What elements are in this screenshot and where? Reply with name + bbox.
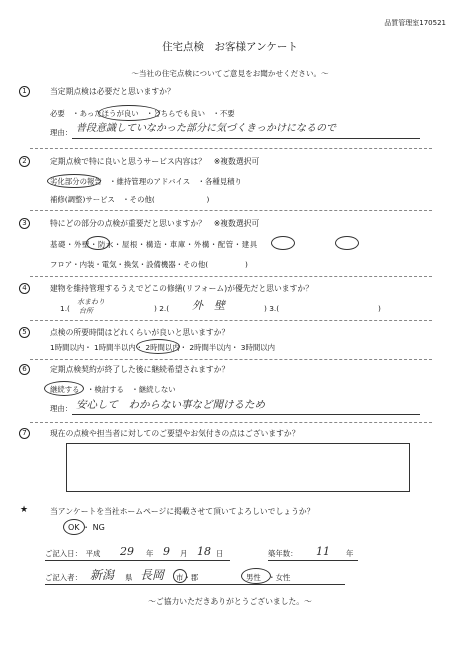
answer-line <box>72 138 420 139</box>
selection-mark <box>86 236 110 250</box>
closing-text: ～ご協力いただきありがとうございました。～ <box>148 597 312 606</box>
selection-mark <box>335 236 359 250</box>
section-divider <box>30 320 432 321</box>
selection-mark <box>98 105 160 121</box>
question-7-text: 現在の点検や担当者に対してのご要望やお気付きの点はございますか？ <box>50 429 300 438</box>
question-number-1: 1 <box>19 86 30 97</box>
selection-mark <box>173 569 187 583</box>
question-2-options-line1: 劣化部分の報告 ・維持管理のアドバイス ・各種見積り <box>50 177 242 186</box>
question-5-text: 点検の所要時間はどれくらいが良いと思いますか？ <box>50 328 230 337</box>
age-unit: 年 <box>346 549 354 558</box>
comment-box <box>66 443 410 492</box>
date-year-unit: 年 <box>146 549 154 558</box>
selection-mark <box>136 339 180 354</box>
question-4-slot-2: ) 2.( <box>154 304 170 313</box>
question-4-slot-1: 1.( <box>60 304 70 313</box>
date-underline <box>45 560 230 561</box>
doc-id: 品質管理室170521 <box>384 19 446 27</box>
question-4-answer-1a: 水まわり <box>77 298 105 306</box>
question-number-5: 5 <box>19 327 30 338</box>
age-value: 11 <box>316 545 330 558</box>
question-3-text: 特にどの部分の点検が重要だと思いますか？ ※複数選択可 <box>50 219 260 228</box>
page-title: 住宅点検 お客様アンケート <box>162 41 298 53</box>
date-day-value: 18 <box>197 545 211 558</box>
age-label: 築年数： <box>268 549 298 558</box>
section-divider <box>30 276 432 277</box>
section-divider <box>30 148 432 149</box>
date-day-unit: 日 <box>216 549 224 558</box>
question-number-2: 2 <box>19 156 30 167</box>
question-2-options-line2: 補修(調整)サービス ・その他( ) <box>50 195 210 204</box>
question-5-options: 1時間以内・ 1時間半以内・ 2時間以内・ 2時間半以内・ 3時間以内 <box>50 343 276 352</box>
question-4-answer-2: 外 壁 <box>192 299 225 312</box>
prefecture-unit: 県 <box>125 573 133 582</box>
city-unit: 市・郡 <box>176 573 199 582</box>
question-3-options-line2: フロア・内装・電気・換気・設備機器・その他( ) <box>50 260 248 269</box>
selection-mark <box>44 381 84 396</box>
question-1-options: 必要 ・あったほうが良い ・どちらでも良い ・不要 <box>50 109 235 118</box>
question-number-6: 6 <box>19 364 30 375</box>
question-1-reason-answer: 普段意識していなかった部分に気づくきっかけになるので <box>76 123 336 134</box>
question-number-3: 3 <box>19 218 30 229</box>
question-number-4: 4 <box>19 283 30 294</box>
question-3-options-line1: 基礎・外壁・防水・屋根・構造・車庫・外構・配管・建具 <box>50 240 258 249</box>
question-8-text: 当アンケートを当社ホームページに掲載させて頂いてよろしいでしょうか？ <box>50 507 315 516</box>
star-marker: ★ <box>20 505 29 515</box>
gender-options: 男性 ・女性 <box>246 573 291 582</box>
person-label: ご記入者： <box>45 573 82 582</box>
question-6-reason-label: 理由： <box>50 404 73 413</box>
section-divider <box>30 210 432 211</box>
question-4-answer-1b: 台所 <box>79 307 93 315</box>
prefecture-value: 新潟 <box>90 568 115 582</box>
page-subtitle: ～当社の住宅点検についてご意見をお聞かせください。～ <box>131 69 329 78</box>
question-6-text: 定期点検契約が終了した後に継続希望されますか？ <box>50 365 230 374</box>
question-2-text: 定期点検で特に良いと思うサービス内容は？ ※複数選択可 <box>50 157 260 166</box>
question-4-slot-3: ) 3.( <box>264 304 280 313</box>
date-label: ご記入日： 平成 <box>45 549 101 558</box>
city-value: 長岡 <box>140 568 165 582</box>
answer-line <box>72 414 420 415</box>
question-1-reason-label: 理由： <box>50 128 73 137</box>
question-1-text: 当定期点検は必要だと思いますか？ <box>50 87 175 96</box>
selection-mark <box>63 519 85 535</box>
person-underline <box>45 584 345 585</box>
date-year-value: 29 <box>120 545 134 558</box>
selection-mark <box>241 568 271 584</box>
date-month-unit: 月 <box>180 549 188 558</box>
question-4-text: 建物を維持管理するうえでどこの修繕(リフォーム)が優先だと思いますか？ <box>50 284 313 293</box>
selection-mark <box>47 174 101 188</box>
question-6-reason-answer: 安心して わからない事など聞けるため <box>76 399 265 411</box>
question-number-7: 7 <box>19 428 30 439</box>
selection-mark <box>271 236 295 250</box>
question-4-slot-end: ) <box>378 304 381 313</box>
section-divider <box>30 359 432 360</box>
question-6-options: 継続する ・検討する ・継続しない <box>50 385 176 394</box>
question-8-options: OK ・ NG <box>68 523 105 532</box>
date-month-value: 9 <box>163 545 170 558</box>
age-underline <box>268 560 358 561</box>
section-divider <box>30 422 432 423</box>
